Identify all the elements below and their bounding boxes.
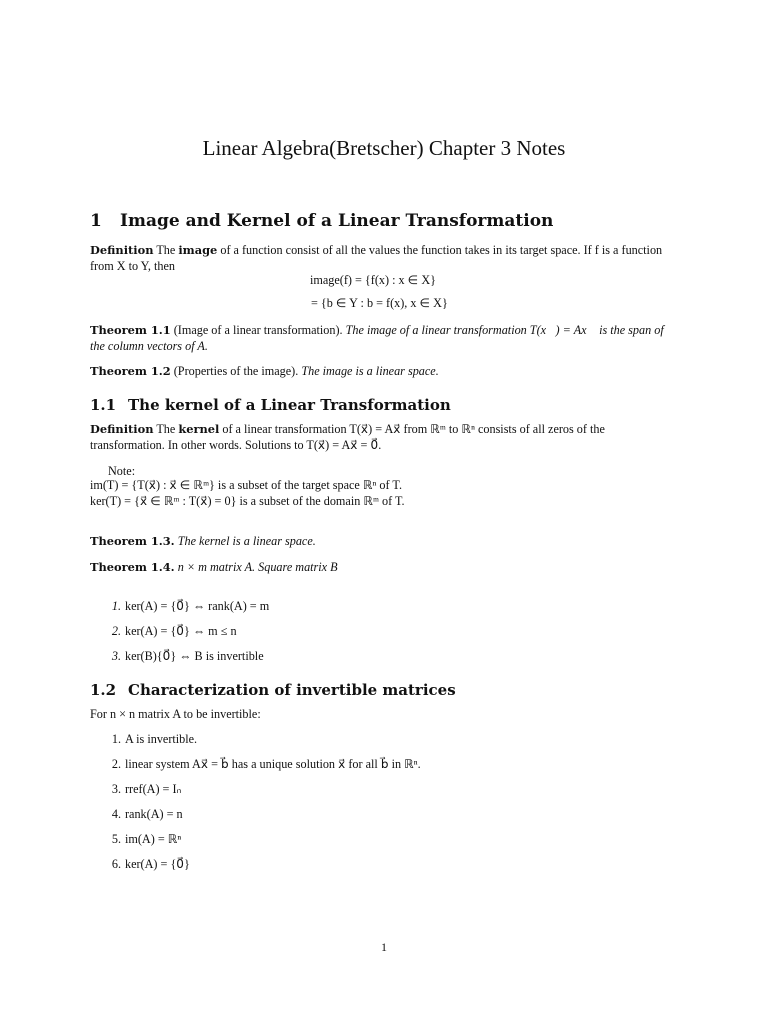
- list-text: im(A) = ℝⁿ: [125, 832, 182, 846]
- theorem-label: Theorem 1.4.: [90, 560, 175, 574]
- section-title: Characterization of invertible matrices: [128, 681, 456, 699]
- list-text: linear system Ax⃗ = b⃗ has a unique solution x⃗ for all b⃗ in ℝⁿ.: [125, 757, 421, 771]
- list-text: A is invertible.: [125, 732, 198, 746]
- theorem-text: The image is a linear space.: [301, 364, 439, 378]
- theorem-text: n × m matrix A. Square matrix B: [177, 560, 338, 574]
- list-marker: 3.: [111, 649, 121, 663]
- definition-label: Definition: [90, 422, 154, 436]
- list-marker: 2.: [111, 757, 121, 771]
- theorem-label: Theorem 1.2: [90, 364, 171, 378]
- invertible-conditions-list: [104, 731, 421, 881]
- theorem-1-4: [90, 559, 680, 575]
- list-marker: 3.: [111, 782, 121, 796]
- theorem-label: Theorem 1.3.: [90, 534, 175, 548]
- note-label: Note:: [108, 464, 136, 478]
- section-number: 1.2: [90, 681, 117, 699]
- theorem-name: (Properties of the image).: [173, 364, 299, 378]
- theorem-1-3: [90, 533, 680, 549]
- list-marker: 1.: [111, 599, 121, 613]
- list-text: rank(A) = n: [125, 807, 183, 821]
- list-marker: 4.: [111, 807, 121, 821]
- theorem-1-4-list: [104, 598, 269, 673]
- list-item: [104, 781, 421, 806]
- definition-term: kernel: [178, 422, 220, 436]
- theorem-1-1: [90, 322, 680, 354]
- list-item: [104, 806, 421, 831]
- list-item: [104, 648, 269, 673]
- theorem-text: The kernel is a linear space.: [177, 534, 316, 548]
- definition-text: of a function consist of all the values the function takes in its target space. If f is a function from X to Y, then: [90, 243, 663, 273]
- image-definition: [90, 242, 680, 274]
- section-1-heading: [90, 211, 680, 231]
- list-text: ker(A) = {0⃗}: [125, 857, 190, 871]
- theorem-text: The image of a linear transformation T(x⃗) = Ax⃗ is the span of the column vectors of A.: [90, 323, 664, 353]
- definition-text: of a linear transformation T(x⃗) = Ax⃗ from ℝᵐ to ℝⁿ consists of all zeros of the transformation. In other words. Solutions to T(x⃗) = Ax⃗ = 0⃗.: [90, 422, 605, 452]
- list-item: [104, 598, 269, 623]
- list-item: [104, 623, 269, 648]
- definition-pre: The: [156, 422, 176, 436]
- section-title: Image and Kernel of a Linear Transformation: [120, 211, 554, 231]
- note-line-2: ker(T) = {x⃗ ∈ ℝᵐ : T(x⃗) = 0} is a subset of the domain ℝᵐ of T.: [90, 494, 405, 508]
- definition-term: image: [178, 243, 218, 257]
- list-text: rref(A) = Iₙ: [125, 782, 182, 796]
- image-equation-line-2: = {b ∈ Y : b = f(x), x ∈ X}: [311, 296, 448, 310]
- section-1-2-heading: [90, 681, 680, 699]
- theorem-name: (Image of a linear transformation).: [173, 323, 343, 337]
- list-item: [104, 856, 421, 881]
- image-equation-line-1: image(f) = {f(x) : x ∈ X}: [310, 273, 436, 287]
- section-1-1-heading: [90, 396, 680, 414]
- list-item: [104, 831, 421, 856]
- theorem-label: Theorem 1.1: [90, 323, 171, 337]
- theorem-1-2: [90, 363, 680, 379]
- section-number: 1: [90, 211, 102, 231]
- definition-pre: The: [156, 243, 176, 257]
- list-marker: 1.: [111, 732, 121, 746]
- invertible-intro: For n × n matrix A to be invertible:: [90, 707, 261, 721]
- page-title: Linear Algebra(Bretscher) Chapter 3 Notes: [202, 136, 566, 160]
- list-item: [104, 731, 421, 756]
- list-text: ker(B){0⃗} ⇔ B is invertible: [125, 649, 264, 663]
- definition-label: Definition: [90, 243, 154, 257]
- note-line-1: im(T) = {T(x⃗) : x⃗ ∈ ℝᵐ} is a subset of the target space ℝⁿ of T.: [90, 478, 402, 492]
- list-marker: 6.: [111, 857, 121, 871]
- page-number: 1: [381, 940, 387, 954]
- list-marker: 5.: [111, 832, 121, 846]
- section-title: The kernel of a Linear Transformation: [128, 396, 451, 414]
- list-text: ker(A) = {0⃗} ⇔ rank(A) = m: [125, 599, 270, 613]
- list-text: ker(A) = {0⃗} ⇔ m ≤ n: [125, 624, 237, 638]
- list-marker: 2.: [111, 624, 121, 638]
- kernel-definition: [90, 421, 680, 453]
- section-number: 1.1: [90, 396, 117, 414]
- list-item: [104, 756, 421, 781]
